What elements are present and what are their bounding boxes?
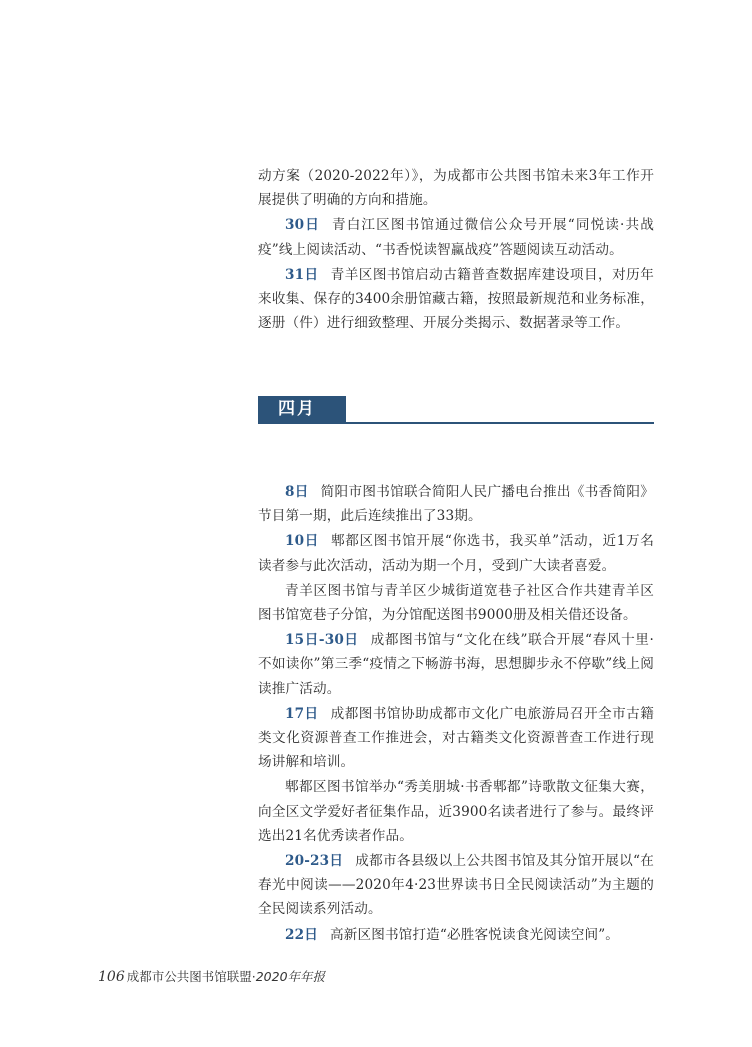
page-footer (98, 967, 325, 985)
date-label: 20-23日 (285, 853, 344, 870)
paragraph: 郫都区图书馆举办“秀美朋城·书香郫都”诗歌散文征集大赛，向全区文学爱好者征集作品，近3900名读者进行了参与。最终评选出21名优秀读者作品。 (258, 779, 654, 844)
paragraph: 31日 青羊区图书馆启动古籍普查数据库建设项目，对历年来收集、保存的3400余册馆藏古籍，按照最新规范和业务标准，逐册（件）进行细致整理、开展分类揭示、数据著录等工作。 (258, 266, 654, 332)
section-title: 四月 (258, 396, 346, 423)
date-label: 17日 (285, 705, 319, 722)
page-number: 106 (98, 969, 125, 985)
paragraph: 青羊区图书馆与青羊区少城街道宽巷子社区合作共建青羊区图书馆宽巷子分馆，为分馆配送图书9000册及相关借还设备。 (258, 582, 654, 624)
paragraph: 动方案（2020-2022年）》，为成都市公共图书馆未来3年工作开展提供了明确的方向和措施。 (258, 168, 654, 209)
date-label: 15日-30日 (285, 632, 359, 649)
top-text-block (258, 164, 654, 336)
paragraph: 17日 成都图书馆协助成都市文化广电旅游局召开全市古籍类文化资源普查工作推进会，对古籍类文化资源普查工作进行现场讲解和培训。 (258, 705, 654, 771)
paragraph: 20-23日 成都市各县级以上公共图书馆及其分馆开展以“在春光中阅读——2020年4·23世界读书日全民阅读活动”为主题的全民阅读系列活动。 (258, 853, 654, 918)
date-label: 22日 (285, 926, 318, 943)
section-rule (258, 422, 654, 424)
paragraph: 8日 简阳市图书馆联合简阳人民广播电台推出《书香简阳》节目第一期，此后连续推出了33期。 (258, 484, 654, 525)
paragraph: 22日 高新区图书馆打造“必胜客悦读食光阅读空间”。 (285, 926, 620, 943)
april-text-block (258, 480, 654, 948)
date-label: 8日 (285, 484, 309, 500)
section-heading (258, 396, 654, 425)
paragraph: 30日 青白江区图书馆通过微信公众号开展“同悦读·共战疫”线上阅读活动、“书香悦读智赢战疫”答题阅读互动活动。 (258, 217, 654, 258)
footer-org: 成都市公共图书馆联盟 (126, 969, 252, 984)
date-label: 31日 (285, 266, 319, 283)
footer-separator: · (251, 969, 256, 984)
date-label: 10日 (285, 533, 319, 550)
paragraph: 10日 郫都区图书馆开展“你选书，我买单”活动，近1万名读者参与此次活动，活动为期一个月，受到广大读者喜爱。 (258, 533, 654, 574)
date-label: 30日 (285, 217, 320, 234)
paragraph: 15日-30日 成都图书馆与“文化在线”联合开展“春风十里·不如读你”第三季“疫情之下畅游书海，思想脚步永不停歇”线上阅读推广活动。 (258, 632, 654, 697)
footer-year-label: 2020年年报 (255, 969, 326, 984)
